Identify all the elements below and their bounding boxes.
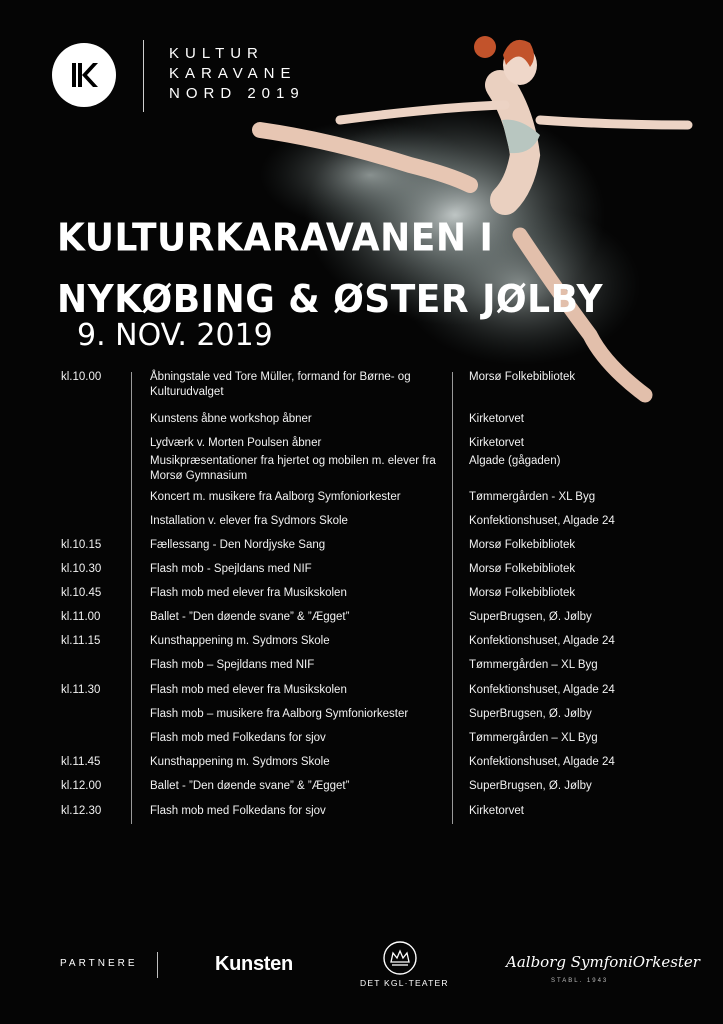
schedule-place: Konfektionshuset, Algade 24 bbox=[469, 635, 615, 647]
schedule-place: Morsø Folkebibliotek bbox=[469, 371, 576, 383]
schedule-event: Ballet - ”Den døende svane” & ”Ægget” bbox=[150, 780, 350, 792]
partners-divider bbox=[157, 952, 158, 978]
schedule-place: SuperBrugsen, Ø. Jølby bbox=[469, 780, 592, 792]
schedule-event: Flash mob – musikere fra Aalborg Symfoniorkester bbox=[150, 708, 409, 720]
schedule-event: Flash mob med elever fra Musikskolen bbox=[150, 587, 347, 599]
schedule-place: SuperBrugsen, Ø. Jølby bbox=[469, 611, 592, 623]
schedule-time: kl.10.15 bbox=[61, 539, 102, 551]
schedule-time: kl.10.30 bbox=[61, 563, 102, 575]
schedule-event: Koncert m. musikere fra Aalborg Symfoniorkester bbox=[150, 491, 401, 503]
schedule-event: Kunsthappening m. Sydmors Skole bbox=[150, 756, 330, 768]
crown-icon bbox=[382, 940, 418, 976]
logo-line-2: KARAVANE bbox=[169, 65, 297, 82]
schedule-event: Ballet - ”Den døende svane” & ”Ægget” bbox=[150, 611, 350, 623]
schedule-place: Kirketorvet bbox=[469, 413, 524, 425]
logo-divider bbox=[143, 40, 144, 112]
schedule-place: Konfektionshuset, Algade 24 bbox=[469, 684, 615, 696]
schedule-event: Åbningstale ved Tore Müller, formand for Børne- og Kulturudvalget bbox=[150, 371, 411, 398]
schedule-place: Morsø Folkebibliotek bbox=[469, 587, 576, 599]
schedule-event: Flash mob med Folkedans for sjov bbox=[150, 732, 326, 744]
schedule-time: kl.12.30 bbox=[61, 805, 102, 817]
schedule-event: Lydværk v. Morten Poulsen åbner bbox=[150, 437, 322, 449]
schedule-event: Musikpræsentationer fra hjertet og mobilen m. elever fra Morsø Gymnasium bbox=[150, 455, 436, 482]
schedule-place: Tømmergården – XL Byg bbox=[469, 732, 598, 744]
schedule-time: kl.11.15 bbox=[61, 635, 101, 647]
title-line-2: NYKØBING & ØSTER JØLBY bbox=[57, 277, 604, 322]
schedule-place: Kirketorvet bbox=[469, 805, 524, 817]
schedule-time: kl.11.00 bbox=[61, 611, 101, 623]
schedule-event: Fællessang - Den Nordjyske Sang bbox=[150, 539, 326, 551]
schedule-place: Morsø Folkebibliotek bbox=[469, 563, 576, 575]
schedule-place: Tømmergården – XL Byg bbox=[469, 659, 598, 671]
schedule-place: Konfektionshuset, Algade 24 bbox=[469, 756, 615, 768]
title-line-1: KULTURKARAVANEN I bbox=[57, 216, 494, 260]
partners-label: PARTNERE bbox=[60, 958, 138, 969]
schedule-time: kl.10.00 bbox=[61, 371, 102, 383]
schedule-event: Flash mob - Spejldans med NIF bbox=[150, 563, 312, 575]
aalborg-symfoniorkester-logo: Aalborg SymfoniOrkester bbox=[506, 953, 700, 971]
schedule-event: Installation v. elever fra Sydmors Skole bbox=[150, 515, 348, 527]
kunsten-logo: Kunsten bbox=[215, 953, 293, 975]
schedule-time: kl.12.00 bbox=[61, 780, 102, 792]
aalborg-symfoniorkester-sub: STABL. 1943 bbox=[551, 978, 609, 984]
schedule-event: Flash mob med elever fra Musikskolen bbox=[150, 684, 347, 696]
schedule-divider-time bbox=[131, 372, 132, 824]
schedule-time: kl.11.45 bbox=[61, 756, 101, 768]
schedule-place: Konfektionshuset, Algade 24 bbox=[469, 515, 615, 527]
schedule-place: Tømmergården - XL Byg bbox=[469, 491, 596, 503]
page-title bbox=[57, 208, 603, 331]
schedule-place: Morsø Folkebibliotek bbox=[469, 539, 576, 551]
schedule-event: Flash mob – Spejldans med NIF bbox=[150, 659, 315, 671]
schedule-divider-place bbox=[452, 372, 453, 824]
kgl-teater-logo: DET KGL·TEATER bbox=[360, 978, 449, 988]
schedule-time: kl.10.45 bbox=[61, 587, 102, 599]
schedule-event: Flash mob med Folkedans for sjov bbox=[150, 805, 326, 817]
schedule-place: Algade (gågaden) bbox=[469, 455, 561, 467]
logo-line-3: NORD 2019 bbox=[169, 85, 305, 102]
schedule-place: SuperBrugsen, Ø. Jølby bbox=[469, 708, 592, 720]
event-date: 9. NOV. 2019 bbox=[77, 318, 273, 353]
schedule-place: Kirketorvet bbox=[469, 437, 524, 449]
schedule-event: Kunsthappening m. Sydmors Skole bbox=[150, 635, 330, 647]
schedule-time: kl.11.30 bbox=[61, 684, 101, 696]
schedule-event: Kunstens åbne workshop åbner bbox=[150, 413, 312, 425]
logo-line-1: KULTUR bbox=[169, 45, 264, 62]
kulturkaravane-logo bbox=[52, 43, 116, 107]
logo-wordmark bbox=[169, 44, 305, 104]
kk-logo-icon bbox=[64, 55, 104, 95]
